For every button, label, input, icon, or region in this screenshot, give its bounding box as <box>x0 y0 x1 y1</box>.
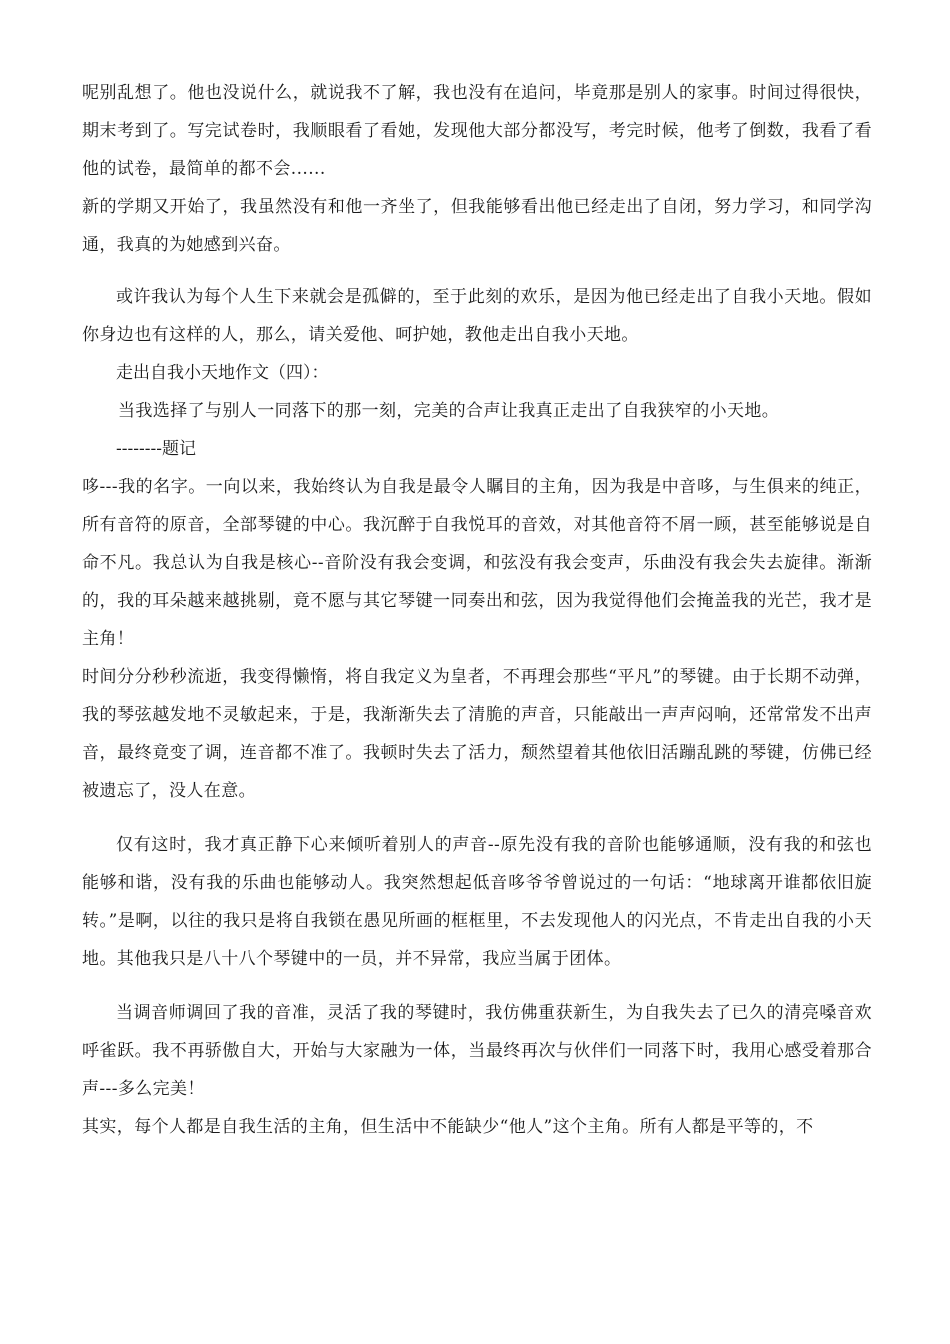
essay-title: 走出自我小天地作文（四）： <box>116 363 329 383</box>
paragraph-2: 新的学期又开始了，我虽然没有和他一齐坐了，但我能够看出他已经走出了自闭，努力学习，和同学沟通，我真的为她感到兴奋。 <box>82 197 872 255</box>
paragraph-6: 仅有这时，我才真正静下心来倾听着别人的声音--原先没有我的音阶也能够通顺，没有我的和弦也能够和谐，没有我的乐曲也能够动人。我突然想起低音哆爷爷曾说过的一句话：“地球离开谁都依旧旋转。”是啊，以往的我只是将自我锁在愚见所画的框框里，不去发现他人的闪光点，不肯走出自我的小天地。其他我只是八十八个琴键中的一员，并不异常，我应当属于团体。 <box>82 835 872 969</box>
paragraph-3: 或许我认为每个人生下来就会是孤僻的，至于此刻的欢乐，是因为他已经走出了自我小天地。假如你身边也有这样的人，那么，请关爱他、呵护她，教他走出自我小天地。 <box>82 287 872 345</box>
epigraph-signature: --------题记 <box>116 439 196 459</box>
paragraph-5: 时间分分秒秒流逝，我变得懒惰，将自我定义为皇者，不再理会那些“平凡”的琴键。由于长期不动弹，我的琴弦越发地不灵敏起来，于是，我渐渐失去了清脆的声音，只能敲出一声声闷响，还常常发不出声音，最终竟变了调，连音都不准了。我顿时失去了活力，颓然望着其他依旧活蹦乱跳的琴键，仿佛已经被遗忘了，没人在意。 <box>82 667 872 801</box>
paragraph-8: 其实，每个人都是自我生活的主角，但生活中不能缺少“他人”这个主角。所有人都是平等的，不 <box>82 1117 814 1137</box>
epigraph: 当我选择了与别人一同落下的那一刻，完美的合声让我真正走出了自我狭窄的小天地。 <box>118 401 780 421</box>
paragraph-1: 呢别乱想了。他也没说什么，就说我不了解，我也没有在追问，毕竟那是别人的家事。时间过得很快，期末考到了。写完试卷时，我顺眼看了看她，发现他大部分都没写，考完时候，他考了倒数，我看了看他的试卷，最简单的都不会...... <box>82 83 872 179</box>
paragraph-7: 当调音师调回了我的音准，灵活了我的琴键时，我仿佛重获新生，为自我失去了已久的清亮嗓音欢呼雀跃。我不再骄傲自大，开始与大家融为一体，当最终再次与伙伴们一同落下时，我用心感受着那合声---多么完美！ <box>82 1003 872 1099</box>
document-page <box>82 74 872 1146</box>
paragraph-4: 哆---我的名字。一向以来，我始终认为自我是最令人瞩目的主角，因为我是中音哆，与生俱来的纯正，所有音符的原音，全部琴键的中心。我沉醉于自我悦耳的音效，对其他音符不屑一顾，甚至能够说是自命不凡。我总认为自我是核心--音阶没有我会变调，和弦没有我会变声，乐曲没有我会失去旋律。渐渐的，我的耳朵越来越挑剔，竟不愿与其它琴键一同奏出和弦，因为我觉得他们会掩盖我的光芒，我才是主角！ <box>82 477 872 649</box>
